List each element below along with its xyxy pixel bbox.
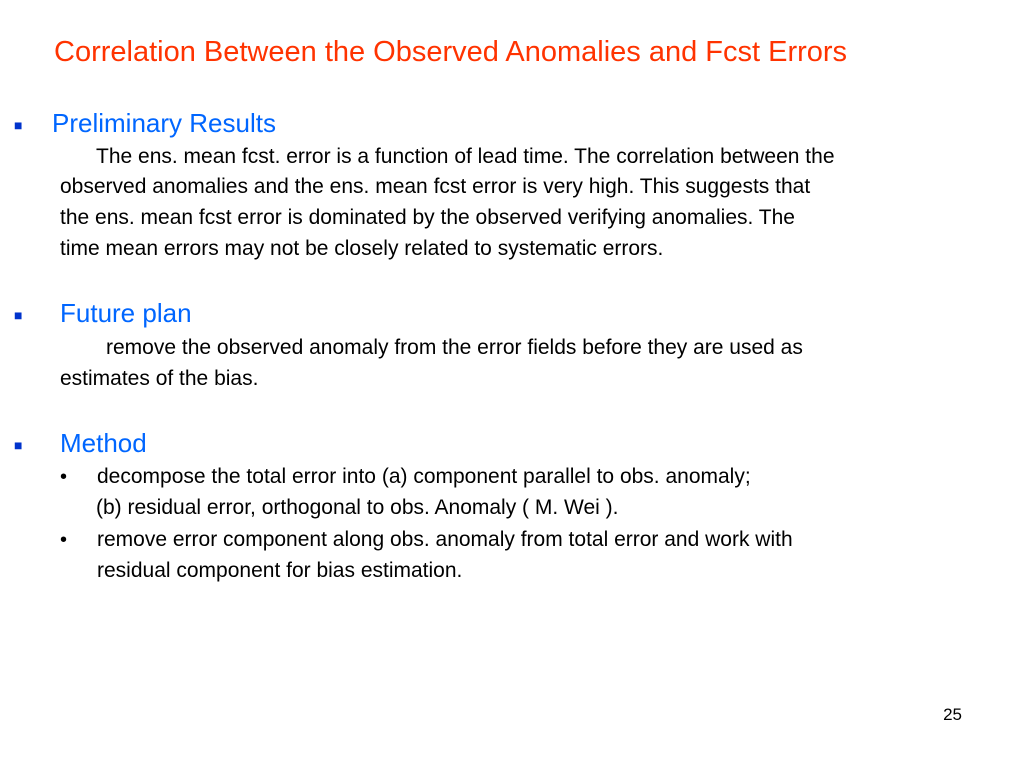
square-bullet-icon: ■ — [14, 437, 23, 453]
section-heading-method: Method — [60, 428, 147, 458]
bullet-dot-icon: • — [60, 466, 68, 488]
paragraph-line: estimates of the bias. — [60, 367, 259, 390]
bullet-dot-icon: • — [60, 529, 68, 551]
slide-title: Correlation Between the Observed Anomalies and Fcst Errors — [54, 36, 848, 68]
paragraph-line: time mean errors may not be closely related to systematic errors. — [60, 237, 664, 260]
paragraph-line: observed anomalies and the ens. mean fcst error is very high. This suggests that — [60, 175, 811, 198]
section-heading-preliminary: Preliminary Results — [52, 108, 276, 138]
section-heading-future: Future plan — [60, 298, 192, 328]
method-item-line: (b) residual error, orthogonal to obs. Anomaly ( M. Wei ). — [96, 496, 619, 519]
method-item-line: remove error component along obs. anomaly from total error and work with — [97, 528, 793, 551]
paragraph-line: remove the observed anomaly from the error fields before they are used as — [106, 336, 803, 359]
page-number: 25 — [943, 705, 962, 724]
paragraph-line: The ens. mean fcst. error is a function of lead time. The correlation between the — [96, 145, 835, 168]
square-bullet-icon: ■ — [14, 307, 23, 323]
method-item-line: residual component for bias estimation. — [97, 559, 463, 582]
method-item-line: decompose the total error into (a) component parallel to obs. anomaly; — [97, 465, 751, 488]
paragraph-line: the ens. mean fcst error is dominated by the observed verifying anomalies. The — [60, 206, 795, 229]
square-bullet-icon: ■ — [14, 117, 23, 133]
